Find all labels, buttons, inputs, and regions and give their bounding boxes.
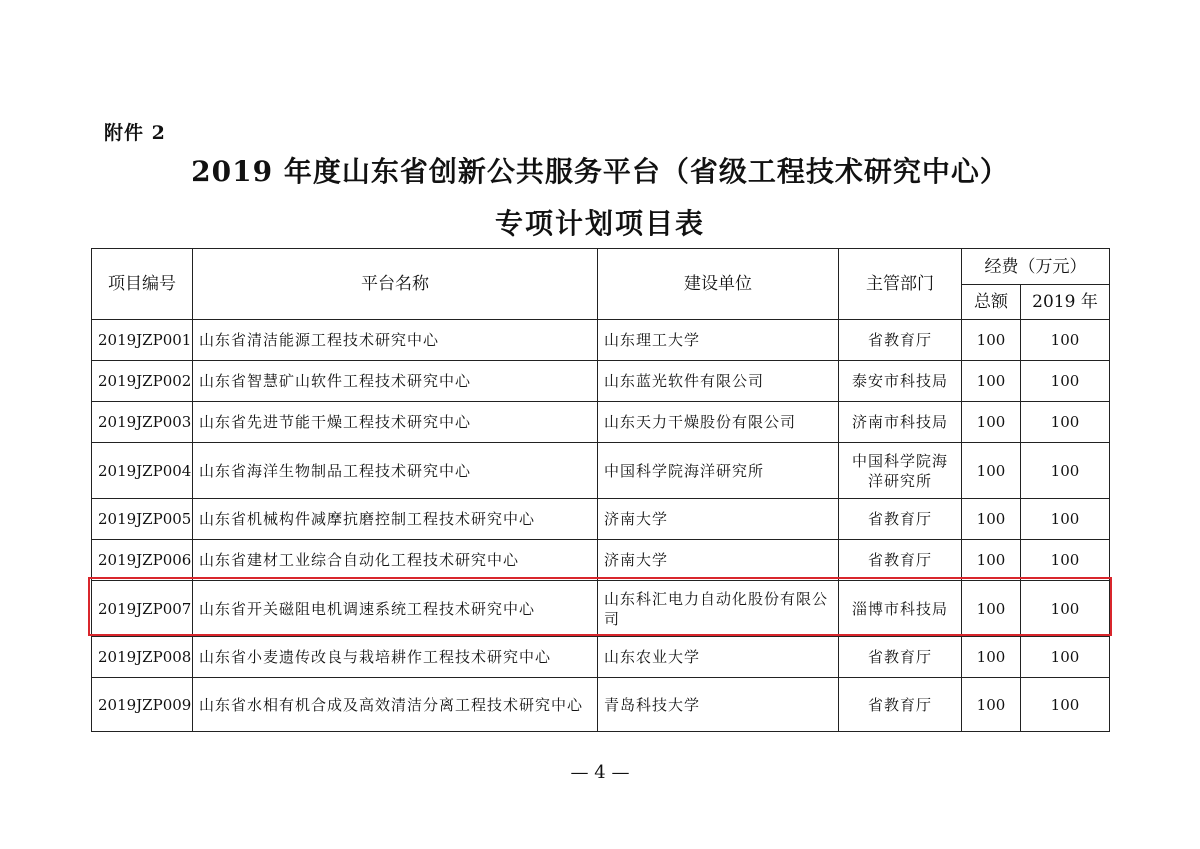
project-table: [91, 248, 1110, 732]
cell-code: 2019JZP006: [92, 540, 193, 581]
cell-code: 2019JZP007: [92, 581, 193, 637]
header-code: 项目编号: [92, 249, 193, 320]
cell-name: 山东省建材工业综合自动化工程技术研究中心: [193, 540, 598, 581]
cell-code: 2019JZP005: [92, 499, 193, 540]
cell-total: 100: [962, 637, 1021, 678]
cell-name: 山东省开关磁阻电机调速系统工程技术研究中心: [193, 581, 598, 637]
header-total: 总额: [962, 285, 1021, 320]
cell-dept: 泰安市科技局: [839, 361, 962, 402]
table-row-highlighted: [92, 581, 1110, 637]
table-row: [92, 320, 1110, 361]
cell-unit: 山东科汇电力自动化股份有限公司: [598, 581, 839, 637]
cell-code: 2019JZP009: [92, 678, 193, 732]
table-row: [92, 678, 1110, 732]
cell-total: 100: [962, 499, 1021, 540]
cell-code: 2019JZP004: [92, 443, 193, 499]
cell-unit: 山东蓝光软件有限公司: [598, 361, 839, 402]
page-number: — 4 —: [570, 762, 630, 783]
header-dept: 主管部门: [839, 249, 962, 320]
cell-unit: 山东天力干燥股份有限公司: [598, 402, 839, 443]
cell-unit: 济南大学: [598, 499, 839, 540]
cell-year: 100: [1021, 443, 1110, 499]
cell-dept: 省教育厅: [839, 499, 962, 540]
cell-unit: 济南大学: [598, 540, 839, 581]
document-title: 2019 年度山东省创新公共服务平台（省级工程技术研究中心）: [191, 155, 1009, 188]
cell-dept: 淄博市科技局: [839, 581, 962, 637]
cell-total: 100: [962, 361, 1021, 402]
cell-name: 山东省海洋生物制品工程技术研究中心: [193, 443, 598, 499]
cell-name: 山东省水相有机合成及高效清洁分离工程技术研究中心: [193, 678, 598, 732]
cell-unit: 山东农业大学: [598, 637, 839, 678]
cell-code: 2019JZP001: [92, 320, 193, 361]
cell-unit: 中国科学院海洋研究所: [598, 443, 839, 499]
cell-dept: 省教育厅: [839, 678, 962, 732]
cell-name: 山东省机械构件减摩抗磨控制工程技术研究中心: [193, 499, 598, 540]
cell-code: 2019JZP008: [92, 637, 193, 678]
table-row: [92, 361, 1110, 402]
cell-year: 100: [1021, 581, 1110, 637]
header-year: 2019 年: [1021, 285, 1110, 320]
cell-dept: 省教育厅: [839, 540, 962, 581]
cell-year: 100: [1021, 678, 1110, 732]
cell-total: 100: [962, 402, 1021, 443]
cell-dept: 中国科学院海洋研究所: [839, 443, 962, 499]
cell-year: 100: [1021, 361, 1110, 402]
table-row: [92, 637, 1110, 678]
cell-name: 山东省智慧矿山软件工程技术研究中心: [193, 361, 598, 402]
cell-name: 山东省小麦遗传改良与栽培耕作工程技术研究中心: [193, 637, 598, 678]
cell-code: 2019JZP002: [92, 361, 193, 402]
cell-code: 2019JZP003: [92, 402, 193, 443]
cell-year: 100: [1021, 499, 1110, 540]
table-row: [92, 402, 1110, 443]
document-subtitle: 专项计划项目表: [494, 207, 705, 240]
table-row: [92, 443, 1110, 499]
cell-unit: 山东理工大学: [598, 320, 839, 361]
cell-dept: 省教育厅: [839, 320, 962, 361]
header-unit: 建设单位: [598, 249, 839, 320]
table-row: [92, 499, 1110, 540]
cell-total: 100: [962, 443, 1021, 499]
cell-year: 100: [1021, 320, 1110, 361]
cell-total: 100: [962, 678, 1021, 732]
attachment-label: 附件 2: [104, 122, 166, 144]
header-funding: 经费（万元）: [962, 249, 1110, 285]
cell-dept: 省教育厅: [839, 637, 962, 678]
cell-year: 100: [1021, 540, 1110, 581]
cell-year: 100: [1021, 637, 1110, 678]
cell-total: 100: [962, 320, 1021, 361]
header-name: 平台名称: [193, 249, 598, 320]
cell-dept: 济南市科技局: [839, 402, 962, 443]
cell-unit: 青岛科技大学: [598, 678, 839, 732]
cell-total: 100: [962, 540, 1021, 581]
table-row: [92, 540, 1110, 581]
cell-total: 100: [962, 581, 1021, 637]
cell-year: 100: [1021, 402, 1110, 443]
cell-name: 山东省清洁能源工程技术研究中心: [193, 320, 598, 361]
cell-name: 山东省先进节能干燥工程技术研究中心: [193, 402, 598, 443]
